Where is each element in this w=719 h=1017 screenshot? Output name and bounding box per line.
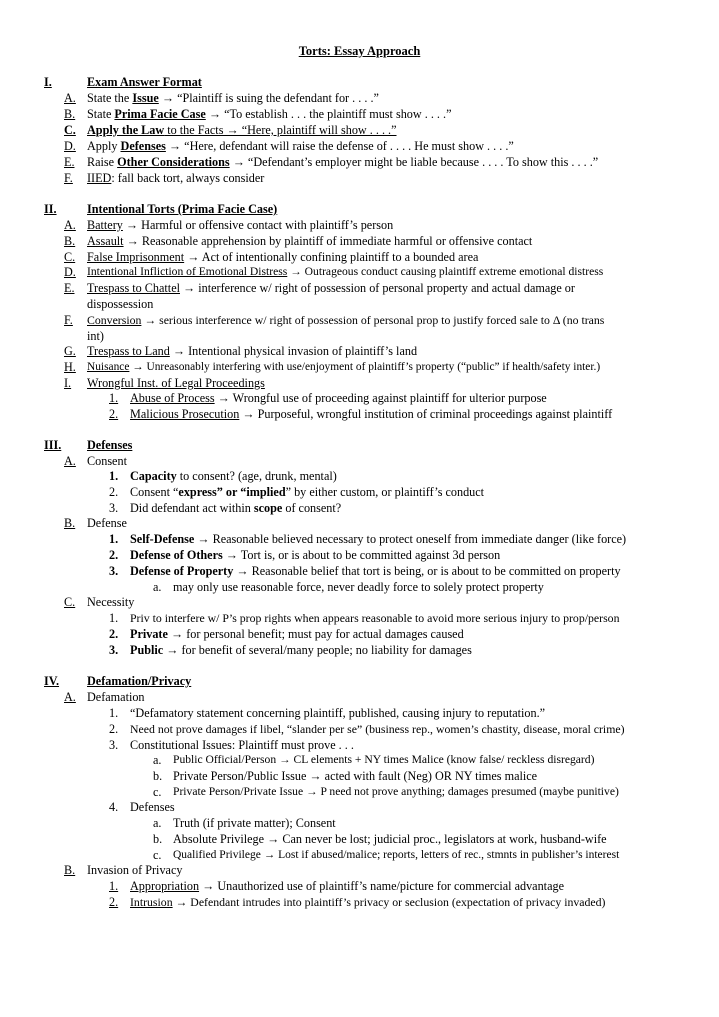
list-item: B. bbox=[64, 234, 76, 248]
list-item: A. bbox=[64, 91, 76, 105]
list-item: B. bbox=[64, 516, 76, 530]
sub-item-text: Consent “express” or “implied” by either custom, or plaintiff’s conduct bbox=[130, 485, 485, 499]
list-item-text: Apply the Law to the Facts → “Here, plaintiff will show . . . .” bbox=[87, 123, 397, 137]
section-numeral: I. bbox=[44, 75, 52, 89]
sub-item-text: Self-Defense → Reasonable believed necessary to protect oneself from immediate danger (like force) bbox=[130, 532, 627, 546]
sub-sub-item: b. bbox=[153, 769, 163, 783]
sub-item-text: Defense of Others → Tort is, or is about to be committed against 3d person bbox=[130, 548, 501, 562]
list-item-text: Nuisance → Unreasonably interfering with use/enjoyment of plaintiff’s property (“public” if health/safety inter.) bbox=[87, 361, 601, 373]
sub-item-text: Private → for personal benefit; must pay for actual damages caused bbox=[130, 627, 464, 641]
sub-sub-item: c. bbox=[153, 785, 162, 799]
page-title: Torts: Essay Approach bbox=[298, 44, 421, 58]
list-item: A. bbox=[64, 454, 76, 468]
list-item-text: Trespass to Land → Intentional physical invasion of plaintiff’s land bbox=[87, 344, 418, 358]
list-item-text: Defamation bbox=[87, 690, 145, 704]
list-item: A. bbox=[64, 690, 76, 704]
list-item-text: Apply Defenses → “Here, defendant will raise the defense of . . . . He must show . . . .” bbox=[87, 139, 514, 153]
list-item-text: IIED: fall back tort, always consider bbox=[87, 171, 265, 185]
sub-item: 3. bbox=[109, 643, 119, 657]
sub-item-text: Need not prove damages if libel, “slander per se” (business rep., women’s chastity, disease, moral crime) bbox=[130, 722, 625, 736]
sub-item: 3. bbox=[109, 564, 119, 578]
sub-item-text: Appropriation → Unauthorized use of plaintiff’s name/picture for commercial advantage bbox=[130, 879, 564, 893]
list-item: I. bbox=[64, 376, 72, 390]
sub-sub-item-text: Qualified Privilege → Lost if abused/malice; reports, letters of rec., stmnts in publisher’s interest bbox=[173, 849, 620, 861]
list-item-text: Raise Other Considerations → “Defendant’s employer might be liable because . . . . To show this . . . .” bbox=[87, 155, 599, 169]
sub-item: 1. bbox=[109, 532, 119, 546]
sub-item: 1. bbox=[109, 469, 119, 483]
sub-sub-item-text: Absolute Privilege → Can never be lost; judicial proc., legislators at work, husband-wife bbox=[173, 832, 607, 846]
list-item: B. bbox=[64, 107, 76, 121]
sub-item-text: Intrusion → Defendant intrudes into plaintiff’s privacy or seclusion (expectation of privacy invaded) bbox=[130, 895, 606, 909]
sub-item: 1. bbox=[109, 611, 119, 625]
sub-item: 1. bbox=[109, 879, 119, 893]
sub-item: 2. bbox=[109, 627, 119, 641]
list-item-text: Battery → Harmful or offensive contact with plaintiff’s person bbox=[87, 218, 394, 232]
sub-item-text: Defenses bbox=[130, 800, 175, 814]
list-item-text: Conversion → serious interference w/ right of possession of personal prop to justify forced sale to Δ (no trans bbox=[87, 313, 605, 327]
sub-sub-item: a. bbox=[153, 753, 162, 767]
sub-item-text: Abuse of Process → Wrongful use of proceeding against plaintiff for ulterior purpose bbox=[130, 391, 547, 405]
list-item: F. bbox=[64, 313, 73, 327]
list-item: E. bbox=[64, 155, 75, 169]
sub-item: 4. bbox=[109, 800, 119, 814]
list-item-text: Trespass to Chattel → interference w/ right of possession of personal property and actual damage or bbox=[87, 281, 575, 295]
sub-item: 1. bbox=[109, 706, 119, 720]
list-item-text: Wrongful Inst. of Legal Proceedings bbox=[87, 376, 265, 390]
list-item: B. bbox=[64, 863, 76, 877]
list-item: H. bbox=[64, 360, 76, 374]
sub-sub-item-text: Private Person/Public Issue → acted with fault (Neg) OR NY times malice bbox=[173, 769, 538, 783]
sub-sub-item-text: Public Official/Person → CL elements + NY times Malice (know false/ reckless disregard) bbox=[173, 753, 595, 766]
sub-item-text: “Defamatory statement concerning plaintiff, published, causing injury to reputation.” bbox=[130, 706, 546, 720]
section-numeral: III. bbox=[44, 438, 62, 452]
list-item-text: False Imprisonment → Act of intentionally confining plaintiff to a bounded area bbox=[87, 250, 479, 264]
sub-item-text: Malicious Prosecution → Purposeful, wrongful institution of criminal proceedings against plaintiff bbox=[130, 407, 613, 421]
list-item: C. bbox=[64, 595, 76, 609]
section-heading: Intentional Torts (Prima Facie Case) bbox=[87, 202, 278, 216]
list-item-text: Consent bbox=[87, 454, 127, 468]
list-item-text: Assault → Reasonable apprehension by plaintiff of immediate harmful or offensive contact bbox=[87, 234, 533, 248]
list-item: A. bbox=[64, 218, 76, 232]
sub-item: 2. bbox=[109, 407, 119, 421]
list-item-text: State the Issue → “Plaintiff is suing the defendant for . . . .” bbox=[87, 91, 379, 105]
sub-item-text: Constitutional Issues: Plaintiff must prove . . . bbox=[130, 738, 354, 752]
list-item-text: Defense bbox=[87, 516, 127, 530]
sub-item-text: Public → for benefit of several/many people; no liability for damages bbox=[130, 643, 472, 657]
sub-item-text: Did defendant act within scope of consent? bbox=[130, 501, 342, 515]
section-heading: Defamation/Privacy bbox=[87, 674, 192, 688]
list-item-text: Necessity bbox=[87, 595, 135, 609]
sub-sub-item: a. bbox=[153, 816, 162, 830]
sub-sub-item-text: Private Person/Private Issue → P need not prove anything; damages presumed (maybe punitive) bbox=[173, 785, 619, 798]
section-numeral: IV. bbox=[44, 674, 60, 688]
list-item: C. bbox=[64, 123, 76, 137]
list-item: C. bbox=[64, 250, 76, 264]
section-heading: Exam Answer Format bbox=[87, 75, 202, 89]
section-heading: Defenses bbox=[87, 438, 133, 452]
sub-sub-item: c. bbox=[153, 848, 162, 862]
section-numeral: II. bbox=[44, 202, 57, 216]
sub-sub-item-text: Truth (if private matter); Consent bbox=[173, 816, 336, 830]
list-item: G. bbox=[64, 344, 76, 358]
sub-item: 2. bbox=[109, 895, 119, 909]
list-item: F. bbox=[64, 171, 73, 185]
sub-item: 3. bbox=[109, 501, 119, 515]
list-item: D. bbox=[64, 139, 76, 153]
sub-item: 2. bbox=[109, 722, 119, 736]
sub-item-text: Defense of Property → Reasonable belief that tort is being, or is about to be committed on property bbox=[130, 564, 621, 578]
sub-sub-item-text: may only use reasonable force, never deadly force to solely protect property bbox=[173, 580, 544, 594]
sub-item: 2. bbox=[109, 485, 119, 499]
sub-item: 3. bbox=[109, 738, 119, 752]
sub-item: 2. bbox=[109, 548, 119, 562]
list-item-text: Invasion of Privacy bbox=[87, 863, 183, 877]
list-item-text: State Prima Facie Case → “To establish . . . the plaintiff must show . . . .” bbox=[87, 107, 452, 121]
sub-sub-item: b. bbox=[153, 832, 163, 846]
list-item: D. bbox=[64, 265, 76, 279]
sub-item: 1. bbox=[109, 391, 119, 405]
list-item-continuation: int) bbox=[87, 329, 104, 343]
sub-sub-item: a. bbox=[153, 580, 162, 594]
sub-item-text: Capacity to consent? (age, drunk, mental) bbox=[130, 469, 337, 483]
sub-item-text: Priv to interfere w/ P’s prop rights when appears reasonable to avoid more serious injury to prop/person bbox=[130, 611, 620, 625]
list-item-text: Intentional Infliction of Emotional Distress → Outrageous conduct causing plaintiff extreme emotional distress bbox=[87, 265, 604, 278]
list-item-continuation: dispossession bbox=[87, 297, 154, 311]
list-item: E. bbox=[64, 281, 75, 295]
